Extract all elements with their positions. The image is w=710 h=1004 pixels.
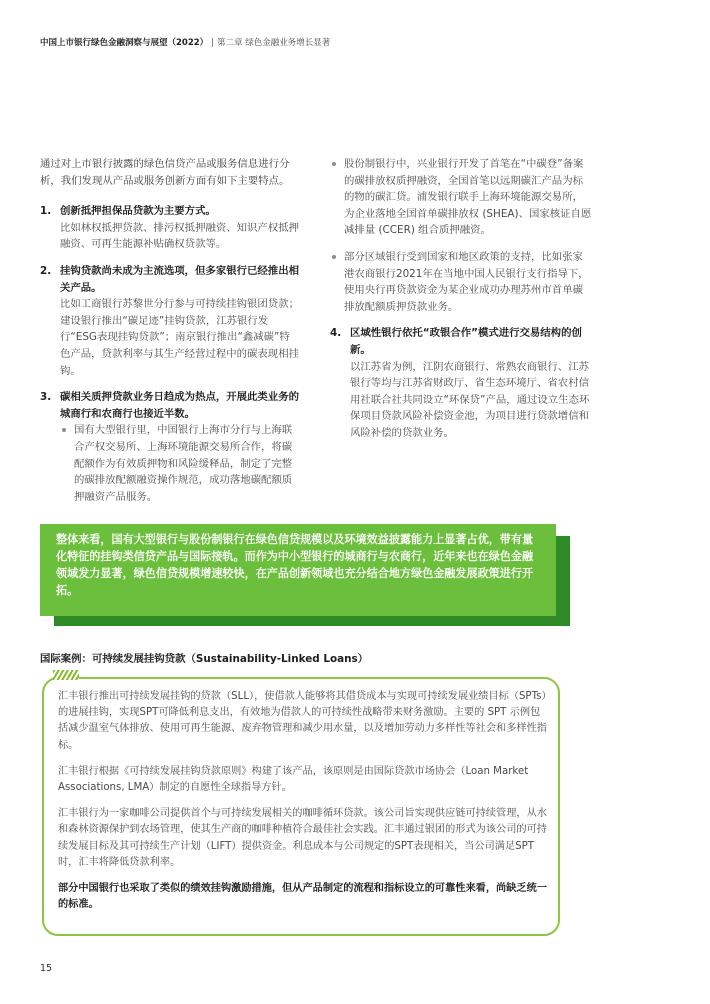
- item-number: 3.: [40, 391, 52, 404]
- item-number: 2.: [40, 264, 52, 277]
- hatch-decoration: [53, 670, 79, 680]
- chapter-title: 第二章 绿色金融业务增长显著: [217, 38, 331, 48]
- item-body: 比如林权抵押贷款、排污权抵押融资、知识产权抵押融资、可再生能源补贴确权贷款等。: [60, 221, 299, 251]
- list-item-1: [40, 203, 300, 253]
- bullet-item: 部分区域银行受到国家和地区政策的支持，比如张家港农商银行2021年在当地中国人民银行支行指导下，使用央行再贷款资金为某企业成功办理苏州市首单碳排放配额质押贷款业务。: [330, 249, 592, 315]
- case-heading: 国际案例：可持续发展挂钩贷款（Sustainability-Linked Loans）: [40, 653, 369, 665]
- item-number: 4.: [330, 327, 342, 340]
- item-body: 以江苏省为例，江阴农商银行、常熟农商银行、江苏银行等均与江苏省财政厅、省生态环境厅、省农村信用社联合社共同设立“环保贷”产品，通过设立生态环保项目贷款风险补偿资金池，为项目进行贷款增信和风险补偿的贷款业务。: [350, 360, 590, 439]
- bullet-list: [60, 422, 300, 505]
- list-item-2: [40, 263, 300, 379]
- page-number: 15: [40, 963, 53, 974]
- callout-text: 整体来看，国有大型银行与股份制银行在绿色信贷规模以及环境效益披露能力上显著占优，带有量化特征的挂钩类信贷产品与国际接轨。而作为中小型银行的城商行与农商行，近年来也在绿色金融领域发力显著，绿色信贷规模增速较快，在产品创新领域也充分结合地方绿色金融发展政策进行开拓。: [40, 524, 556, 616]
- item-title: 碳相关质押贷款业务日趋成为热点，开展此类业务的城商行和农商行也接近半数。: [60, 391, 299, 420]
- case-paragraph: 汇丰银行根据《可持续发展挂钩贷款原则》构建了该产品，该原则是由国际贷款市场协会（Loan Market Associations, LMA）制定的自愿性全球指导方针。: [58, 765, 529, 794]
- case-paragraph: 汇丰银行推出可持续发展挂钩的贷款（SLL），使借款人能够将其借贷成本与实现可持续发展业绩目标（SPTs）的进展挂钩，实现SPT可降低利息支出，有效地为借款人的可持续性战略带来财务激励。主要的 SPT 示例包括减少温室气体排放、使用可再生能源、废弃物管理和减少用水量，以及增加劳动力多样性等社会和多样性指标。: [58, 691, 547, 751]
- case-paragraph: 汇丰银行为一家咖啡公司提供首个与可持续发展相关的咖啡循环贷款。该公司旨实现供应链可持续管理，从水和森林资源保护到农场管理，使其生产商的咖啡种植符合最佳社会实践。汇丰通过银团的形式为该公司的可持续发展目标及其可持续生产计划（LIFT）提供资金。利息成本与公司规定的SPT表现相关，当公司满足SPT时，汇丰将降低贷款利率。: [58, 808, 547, 868]
- list-item-3: [40, 389, 300, 505]
- item-title: 挂钩贷款尚未成为主流选项，但多家银行已经推出相关产品。: [60, 264, 299, 294]
- case-content: [58, 689, 548, 923]
- bullet-list: [330, 156, 592, 315]
- bullet-item: 国有大型银行里，中国银行上海市分行与上海联合产权交易所、上海环境能源交易所合作，将碳配额作为有效质押物和风险缓释品，制定了完整的碳排放配额融资操作规范，成功落地碳配额质押融资产品服务。: [60, 422, 300, 505]
- item-title: 区域性银行依托“政银合作”模式进行交易结构的创新。: [350, 327, 582, 356]
- report-title: 中国上市银行绿色金融洞察与展望（2022）: [40, 38, 209, 48]
- left-column: [40, 156, 300, 515]
- intro-paragraph: 通过对上市银行披露的绿色信贷产品或服务信息进行分析，我们发现从产品或服务创新方面有如下主要特点。: [40, 158, 290, 187]
- summary-callout: [40, 524, 556, 616]
- item-title: 创新抵押担保品贷款为主要方式。: [60, 205, 216, 218]
- item-number: 1.: [40, 205, 52, 218]
- list-item-4: [330, 325, 592, 441]
- right-column: [330, 156, 592, 452]
- header-separator: |: [211, 38, 215, 48]
- item-body: 比如工商银行苏黎世分行参与可持续挂钩银团贷款；建设银行推出“碳足迹”挂钩贷款，江苏银行发行“ESG表现挂钩贷款”；南京银行推出“鑫减碳”特色产品，贷款利率与其生产经营过程中的碳表现相挂钩。: [60, 298, 299, 377]
- page-header: [40, 36, 680, 48]
- bullet-item: 股份制银行中，兴业银行开发了首笔在“中碳登”备案的碳排放权质押融资，全国首笔以远期碳汇产品为标的物的碳汇贷。浦发银行联手上海环境能源交易所，为企业落地全国首单碳排放权 (SHEA)、国家核证自愿减排量 (CCER) 组合质押融资。: [330, 156, 592, 239]
- case-conclusion: 部分中国银行也采取了类似的绩效挂钩激励措施，但从产品制定的流程和指标设立的可靠性来看，尚缺乏统一的标准。: [58, 883, 547, 911]
